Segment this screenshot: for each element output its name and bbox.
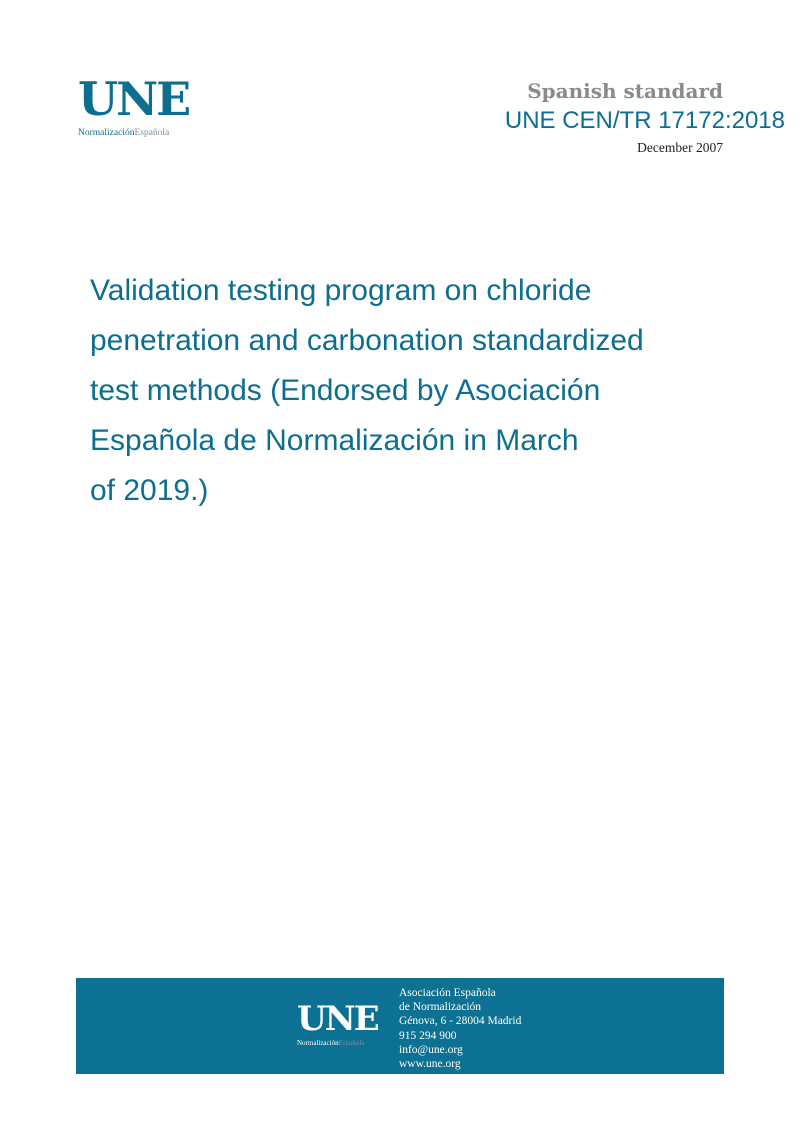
footer-band	[76, 978, 724, 1074]
contact-website: www.une.org	[399, 1058, 461, 1071]
document-title	[90, 266, 730, 516]
footer-une-logo-tagline	[297, 1039, 387, 1047]
standard-header	[505, 78, 785, 156]
une-logo-tagline	[78, 128, 198, 138]
standard-kind: Spanish standard	[527, 79, 723, 103]
contact-org-name-line1: Asociación Española	[399, 987, 496, 999]
footer-une-logo-mark: UNE	[297, 999, 378, 1039]
contact-phone: 915 294 900	[399, 1029, 457, 1042]
document-title-line: Española de Normalización in March	[90, 424, 579, 457]
footer-logo-tagline-normalizacion: Normalización	[297, 1039, 339, 1047]
footer-contact-info	[399, 986, 521, 1071]
document-title-line: penetration and carbonation standardized	[90, 324, 644, 357]
document-title-line: test methods (Endorsed by Asociación	[90, 374, 601, 407]
contact-address: Génova, 6 - 28004 Madrid	[399, 1015, 522, 1028]
contact-email: info@une.org	[399, 1043, 463, 1056]
contact-org-name-line2: de Normalización	[399, 1001, 482, 1014]
une-logo-tagline-normalizacion: Normalización	[78, 128, 135, 138]
document-title-line: Validation testing program on chloride	[90, 274, 592, 307]
document-title-line: of 2019.)	[90, 474, 209, 507]
standard-date: December 2007	[637, 140, 723, 155]
une-logo	[78, 72, 198, 138]
une-logo-tagline-espanola: Española	[134, 128, 170, 138]
standard-code: UNE CEN/TR 17172:2018	[504, 107, 785, 134]
footer-une-logo	[297, 999, 387, 1047]
une-logo-mark: UNE	[78, 72, 190, 126]
footer-logo-tagline-espanola: Española	[338, 1039, 365, 1047]
